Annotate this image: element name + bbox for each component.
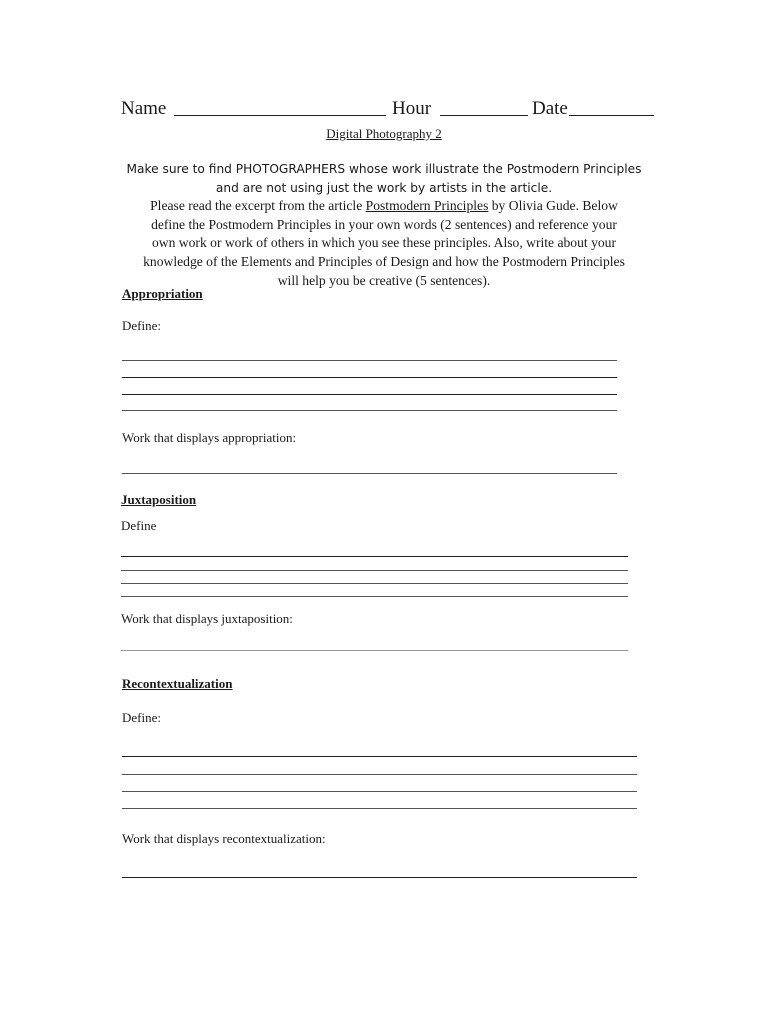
instructions-line: define the Postmodern Principles in your own words (2 sentences) and reference your xyxy=(151,216,617,232)
juxtaposition-work-line[interactable] xyxy=(121,650,628,651)
recontextualization-work-label: Work that displays recontextualization: xyxy=(122,831,326,846)
juxtaposition-define-line[interactable] xyxy=(121,556,628,557)
appropriation-define-line[interactable] xyxy=(122,394,617,395)
page-subtitle: Digital Photography 2 xyxy=(326,126,442,141)
instructions-line: knowledge of the Elements and Principles of Design and how the Postmodern Principles xyxy=(143,253,625,269)
appropriation-define-line[interactable] xyxy=(122,410,617,411)
instructions-text: by Olivia Gude. Below xyxy=(488,198,618,214)
recontextualization-define-line[interactable] xyxy=(122,791,637,792)
appropriation-define-label: Define: xyxy=(122,318,161,333)
juxtaposition-define-label: Define xyxy=(121,518,157,533)
instructions-line: own work or work of others in which you see these principles. Also, write about your xyxy=(152,235,616,251)
header-row xyxy=(121,98,661,124)
recontextualization-define-line[interactable] xyxy=(122,756,637,757)
recontextualization-define-line[interactable] xyxy=(122,808,637,809)
recontextualization-heading: Recontextualization xyxy=(122,676,233,691)
juxtaposition-define-line[interactable] xyxy=(121,583,628,584)
juxtaposition-define-line[interactable] xyxy=(121,596,628,597)
instructions-line: will help you be creative (5 sentences). xyxy=(277,272,491,288)
instructions-line: and are not using just the work by artists in the article. xyxy=(215,180,553,195)
instructions-line: Make sure to find PHOTOGRAPHERS whose work illustrate the Postmodern Principles xyxy=(126,162,642,176)
juxtaposition-work-label: Work that displays juxtaposition: xyxy=(121,611,293,626)
date-label: Date xyxy=(532,98,568,119)
hour-field[interactable] xyxy=(440,115,528,116)
instructions xyxy=(100,160,668,290)
juxtaposition-heading: Juxtaposition xyxy=(121,492,197,507)
appropriation-work-label: Work that displays appropriation: xyxy=(122,430,297,445)
hour-label: Hour xyxy=(392,98,432,119)
name-label: Name xyxy=(121,98,167,119)
juxtaposition-define-line[interactable] xyxy=(121,570,628,571)
appropriation-heading: Appropriation xyxy=(122,286,203,301)
date-field[interactable] xyxy=(569,115,654,116)
appropriation-work-line[interactable] xyxy=(122,473,617,474)
name-field[interactable] xyxy=(174,115,386,116)
recontextualization-define-label: Define: xyxy=(122,710,161,725)
appropriation-define-line[interactable] xyxy=(122,360,617,361)
instructions-line xyxy=(100,197,668,216)
article-title: Postmodern Principles xyxy=(365,198,489,214)
appropriation-define-line[interactable] xyxy=(122,377,617,378)
recontextualization-work-line[interactable] xyxy=(122,877,637,878)
recontextualization-define-line[interactable] xyxy=(122,774,637,775)
instructions-text: Please read the excerpt from the article xyxy=(150,198,366,214)
